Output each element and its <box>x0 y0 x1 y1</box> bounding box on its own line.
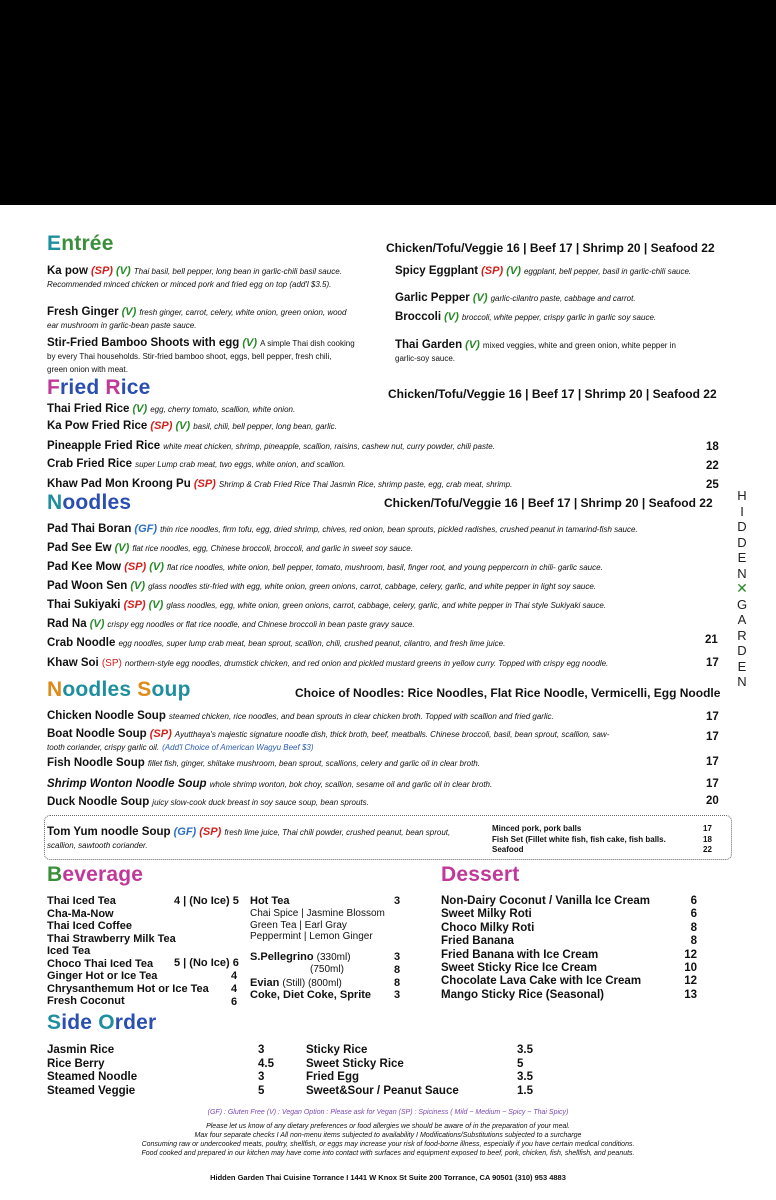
menu-item: Spicy Eggplant (SP) (V) eggplant, bell pepper, basil in garlic-chili sauce. <box>395 265 692 277</box>
pellegrino: S.Pellegrino (330ml) <box>250 951 351 963</box>
beverage-list: Thai Iced Tea Cha-Ma-Now Thai Iced Coffee Thai Strawberry Milk Tea Iced Tea Choco Thai Iced Tea Ginger Hot or Ice Tea Chrysanthemum Hot or Ice Tea Fresh Coconut <box>47 895 209 1007</box>
menu-item: Ka Pow Fried Rice (SP) (V) basil, chili, bell pepper, long bean, garlic. <box>47 420 337 432</box>
menu-item: Fish Noodle Soup fillet fish, ginger, shiitake mushroom, bean sprout, scallions, celery and garlic oil in clear broth. <box>47 757 480 769</box>
menu-item: Ka pow (SP) (V) Thai basil, bell pepper, long bean in garlic-chili basil sauce. Recommended minced chicken or minced pork and fried egg on top (add'l $3.5). <box>47 265 342 289</box>
soda: Coke, Diet Coke, Sprite <box>250 989 372 1001</box>
item-price: 21 <box>705 634 718 646</box>
menu-item: Pad Woon Sen (V) glass noodles stir-fried with egg, white onion, green onions, carrot, cabbage, celery, garlic, and white pepper in light soy sauce. <box>47 580 597 592</box>
menu-item: Pad Thai Boran (GF) thin rice noodles, firm tofu, egg, dried shrimp, chives, red onion, bean sprouts, pickled radishes, crushed peanut in tamarind-fish sauce. <box>47 523 638 535</box>
menu-item: Thai Garden (V) mixed veggies, white and green onion, white pepper in garlic-soy sauce. <box>395 339 676 363</box>
menu-item: Duck Noodle Soup juicy slow-cook duck breast in soy sauce soup, bean sprouts. <box>47 796 369 808</box>
beverage-price: 4 | (No Ice) 5 <box>174 895 239 907</box>
dessert-prices: 6 6 8 8 12 10 12 13 <box>684 895 697 1001</box>
item-price: 17 <box>706 711 719 723</box>
item-price: 17 <box>706 657 719 669</box>
menu-item: Thai Sukiyaki (SP) (V) glass noodles, egg, white onion, green onions, carrot, cabbage, celery, garlic, and white pepper in Thai style Sukiyaki sauce. <box>47 599 607 611</box>
item-price: 17 <box>706 778 719 790</box>
menu-item: Garlic Pepper (V) garlic-cilantro paste, cabbage and carrot. <box>395 292 636 304</box>
tea-list: Chai Spice | Jasmine Blossom Green Tea | Earl Gray Peppermint | Lemon Ginger <box>250 908 385 942</box>
side-list-1: Jasmin Rice Rice Berry Steamed Noodle Steamed Veggie <box>47 1044 138 1097</box>
beverage-price: 3 <box>394 989 401 1001</box>
vertical-brand-text: H I D D E N ✕ G A R D E N <box>736 488 748 689</box>
menu-item: Boat Noodle Soup (SP) Ayutthaya's majestic signature noodle dish, thick broth, beef, meatballs. Chinese broccoli, basil, bean sprout, scallion, saw- tooth coriander, crispy garlic oil. (Add'l Choice of American Wagyu Beef $3) <box>47 728 610 752</box>
pellegrino-large: (750ml) <box>310 964 344 975</box>
evian: Evian (Still) (800ml) <box>250 977 342 989</box>
item-price: 17 <box>706 756 719 768</box>
menu-item: Crab Noodle egg noodles, super lump crab meat, bean sprout, scallion, chili, crushed peanut, cilantro, and fresh lime juice. <box>47 637 506 649</box>
dessert-heading: Dessert <box>441 863 520 886</box>
item-price: 17 <box>706 731 719 743</box>
menu-item: Pineapple Fried Rice white meat chicken, shrimp, pineapple, scallion, raisins, cashew nut, curry powder, chili paste. <box>47 440 495 452</box>
side-prices-2: 3.5 5 3.5 1.5 <box>517 1044 533 1097</box>
beverage-price: 6 <box>231 996 238 1008</box>
beverage-heading: Beverage <box>47 863 144 886</box>
noodle-soup-heading: Noodles Soup <box>47 678 191 701</box>
item-price: 20 <box>706 795 719 807</box>
noodles-prices: Chicken/Tofu/Veggie 16 | Beef 17 | Shrimp 20 | Seafood 22 <box>384 496 713 510</box>
entree-heading: Entrée <box>47 232 114 255</box>
noodles-heading: Noodles <box>47 491 132 514</box>
entree-prices: Chicken/Tofu/Veggie 16 | Beef 17 | Shrimp 20 | Seafood 22 <box>386 241 715 255</box>
tom-yum-options: Minced pork, pork balls Fish Set (Fillet white fish, fish cake, fish balls. Seafood <box>492 824 666 854</box>
hot-tea: Hot Tea <box>250 895 290 907</box>
beverage-price: 8 <box>394 977 401 989</box>
menu-item: Khaw Pad Mon Kroong Pu (SP) Shrimp & Crab Fried Rice Thai Jasmin Rice, shrimp paste, egg, crab meat, shrimp. <box>47 478 513 490</box>
menu-item: Khaw Soi (SP) northern-style egg noodles, drumstick chicken, and red onion and pickled mustard greens in yellow curry. Topped with crispy egg noodle. <box>47 657 609 669</box>
beverage-price: 5 | (No Ice) 6 <box>174 957 239 969</box>
item-price: 22 <box>706 460 719 472</box>
beverage-price: 8 <box>394 964 401 976</box>
menu-item: Rad Na (V) crispy egg noodles or flat rice noodle, and Chinese broccoli in bean paste gravy sauce. <box>47 618 415 630</box>
menu-item: Broccoli (V) broccoli, white pepper, crispy garlic in garlic soy sauce. <box>395 311 657 323</box>
menu-item: Shrimp Wonton Noodle Soup whole shrimp wonton, bok choy, scallion, sesame oil and garlic oil in clear broth. <box>47 778 493 790</box>
fried-rice-heading: Fried Rice <box>47 376 151 399</box>
beverage-price: 4 <box>231 983 238 995</box>
side-list-2: Sticky Rice Sweet Sticky Rice Fried Egg Sweet&Sour / Peanut Sauce <box>306 1044 459 1097</box>
side-order-heading: Side Order <box>47 1011 157 1034</box>
menu-item: Chicken Noodle Soup steamed chicken, rice noodles, and bean sprouts in clear chicken broth. Topped with scallion and fried garlic. <box>47 710 554 722</box>
tom-yum-prices: 17 18 22 <box>703 824 712 854</box>
beverage-price: 4 <box>231 970 238 982</box>
menu-item: Tom Yum noodle Soup (GF) (SP) fresh lime juice, Thai chili powder, crushed peanut, bean sprout, scallion, sawtooth coriander. <box>47 826 451 850</box>
menu-item: Pad Kee Mow (SP) (V) flat rice noodles, white onion, bell pepper, tomato, mushroom, basil, finger root, and young peppercorn in chili- garlic sauce. <box>47 561 603 573</box>
menu-item: Fresh Ginger (V) fresh ginger, carrot, celery, white onion, green onion, wood ear mushroom in garlic-bean paste sauce. <box>47 306 347 330</box>
noodle-choice: Choice of Noodles: Rice Noodles, Flat Rice Noodle, Vermicelli, Egg Noodle <box>295 686 721 700</box>
dessert-list: Non-Dairy Coconut / Vanilla Ice Cream Sweet Milky Roti Choco Milky Roti Fried Banana Fried Banana with Ice Cream Sweet Sticky Rice Ice Cream Chocolate Lava Cake with Ice Cream Mango Sticky Rice (Seasonal) <box>441 895 650 1001</box>
beverage-price: 3 <box>394 951 401 963</box>
top-black-band <box>0 0 776 205</box>
fork-spoon-icon: ✕ <box>736 580 748 596</box>
address: Hidden Garden Thai Cuisine Torrance I 1441 W Knox St Suite 200 Torrance, CA 90501 (310) 953 4883 <box>210 1173 566 1182</box>
legend: (GF) : Gluten Free (V) : Vegan Option : Please ask for Vegan (SP) : Spiciness ( Mild ~ Medium ~ Spicy ~ Thai Spicy) <box>207 1109 569 1116</box>
menu-item: Stir-Fried Bamboo Shoots with egg (V) A simple Thai dish cooking by every Thai households. Stir-fried bamboo shoot, eggs, bell pepper, fresh chili, green onion with meat. <box>47 337 355 374</box>
menu-page <box>0 205 776 1200</box>
fried-rice-prices: Chicken/Tofu/Veggie 16 | Beef 17 | Shrimp 20 | Seafood 22 <box>388 387 717 401</box>
menu-item: Pad See Ew (V) flat rice noodles, egg, Chinese broccoli, broccoli, and garlic in sweet soy sauce. <box>47 542 413 554</box>
disclaimer: Please let us know of any dietary preferences or food allergies we should be aware of in the preparation of your meal. Max four separate checks I All non-menu items subjected to availability I Modifications/Substitutions subjected to a surcharge Consuming raw or undercooked meats, poultry, shellfish, or eggs may increase your risk of food-borne illness, especially if you have certain medical conditions. Food cooked and prepared in our kitchen may have come into contact with surfaces and equipment exposed to beef, pork, chicken, fish, shellfish, and peanuts. <box>141 1123 635 1157</box>
menu-item: Crab Fried Rice super Lump crab meat, two eggs, white onion, and scallion. <box>47 458 346 470</box>
menu-item: Thai Fried Rice (V) egg, cherry tomato, scallion, white onion. <box>47 403 296 415</box>
beverage-price: 3 <box>394 895 401 907</box>
side-prices-1: 3 4.5 3 5 <box>258 1044 274 1097</box>
item-price: 18 <box>706 441 719 453</box>
item-price: 25 <box>706 479 719 491</box>
